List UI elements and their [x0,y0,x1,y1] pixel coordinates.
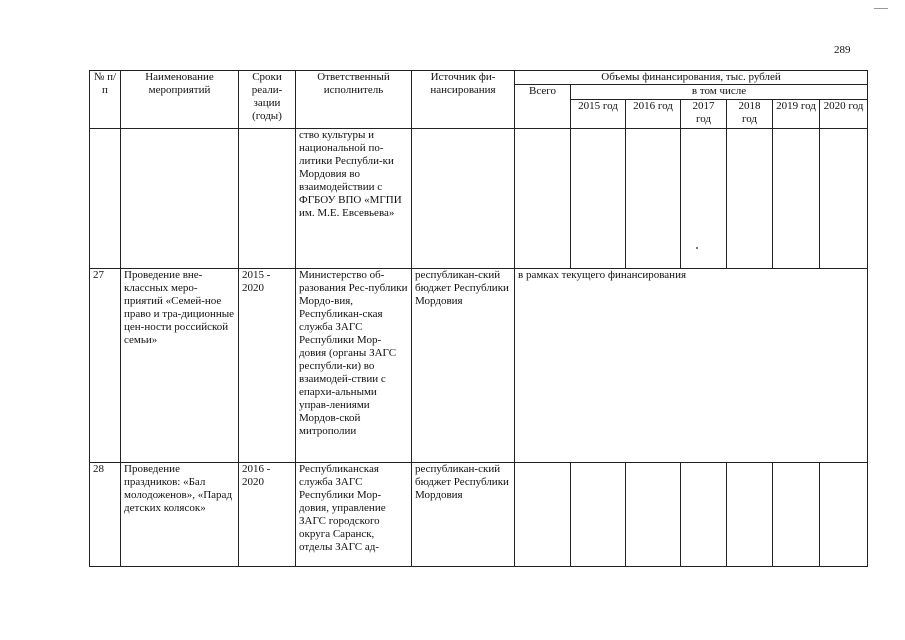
row-financing-note: в рамках текущего финансирования [515,269,868,463]
table-row [90,269,868,463]
table-row [90,463,868,567]
header-total: Всего [515,85,571,129]
header-period: Сроки реали-зации (годы) [239,71,296,129]
page-number: 289 [834,44,851,56]
header-executor: Ответственный исполнитель [296,71,412,129]
row-year-2017 [681,463,727,567]
row-executor: ство культуры и национальной по-литики Республи-ки Мордовия во взаимодействии с ФГБОУ ВПО «МГПИ им. М.Е. Евсевьева» [296,129,412,269]
row-num: 28 [90,463,121,567]
row-executor: Министерство об-разования Рес-публики Мордо-вия, Республикан-ская служба ЗАГС Республики Мор-довия (органы ЗАГС республи-ки) во взаимодей-ствии с епархи-альными управ-лениями Мордов-ской митрополии [296,269,412,463]
financing-plan-table [89,70,868,567]
corner-mark [874,8,888,9]
row-source [412,129,515,269]
row-period: 2016 - 2020 [239,463,296,567]
row-source: республикан-ский бюджет Республики Мордовия [412,269,515,463]
scan-speck [696,247,698,249]
row-year-2016 [626,129,681,269]
row-year-2020 [820,129,868,269]
header-volumes: Объемы финансирования, тыс. рублей [515,71,868,85]
row-source: республикан-ский бюджет Республики Мордовия [412,463,515,567]
header-name: Наименование мероприятий [121,71,239,129]
row-year-2017 [681,129,727,269]
header-year-2016: 2016 год [626,100,681,129]
row-num [90,129,121,269]
row-num: 27 [90,269,121,463]
header-year-2015: 2015 год [571,100,626,129]
row-year-2015 [571,463,626,567]
row-total [515,129,571,269]
header-year-2020: 2020 год [820,100,868,129]
header-source: Источник фи-нансирования [412,71,515,129]
table-row [90,129,868,269]
row-period: 2015 - 2020 [239,269,296,463]
row-year-2015 [571,129,626,269]
header-year-2018: 2018 год [727,100,773,129]
row-name: Проведение вне-классных меро-приятий «Семей-ное право и тра-диционные цен-ности российской семьи» [121,269,239,463]
row-year-2018 [727,463,773,567]
row-total [515,463,571,567]
header-num: № п/п [90,71,121,129]
row-year-2016 [626,463,681,567]
row-year-2018 [727,129,773,269]
row-executor: Республиканская служба ЗАГС Республики Мор-довия, управление ЗАГС городского округа Саранск, отделы ЗАГС ад- [296,463,412,567]
header-including: в том числе [571,85,868,100]
row-year-2020 [820,463,868,567]
header-year-2017: 2017 год [681,100,727,129]
row-year-2019 [773,463,820,567]
row-name [121,129,239,269]
row-name: Проведение праздников: «Бал молодоженов», «Парад детских колясок» [121,463,239,567]
row-year-2019 [773,129,820,269]
row-period [239,129,296,269]
header-year-2019: 2019 год [773,100,820,129]
